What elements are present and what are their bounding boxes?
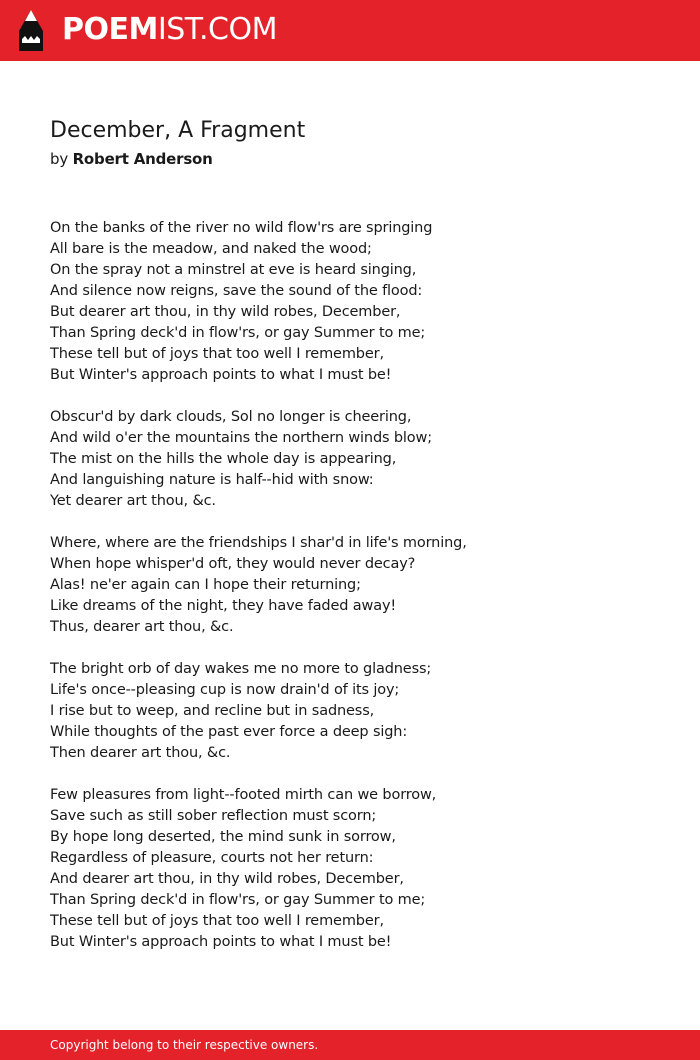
byline [50,148,213,170]
poem-line: The mist on the hills the whole day is appearing, [50,451,397,467]
poem-line: And silence now reigns, save the sound of the flood: [50,283,423,299]
poem-title: December, A Fragment [50,118,306,143]
poem-line: These tell but of joys that too well I remember, [50,913,384,929]
poem-line: Save such as still sober reflection must scorn; [50,808,377,824]
poem-line: While thoughts of the past ever force a deep sigh: [50,724,408,740]
by-label: by [50,150,68,168]
poem-line: Yet dearer art thou, &c. [50,493,216,509]
poem-line: On the banks of the river no wild flow'rs are springing [50,220,433,236]
poem-line: Alas! ne'er again can I hope their returning; [50,577,361,593]
brand-name-bold: POEM [62,12,158,47]
poem-line: Regardless of pleasure, courts not her return: [50,850,374,866]
poem-line: All bare is the meadow, and naked the wood; [50,241,372,257]
poem-body [50,218,670,974]
stanza [50,533,670,638]
poem-line: Than Spring deck'd in flow'rs, or gay Summer to me; [50,892,426,908]
poem-line: I rise but to weep, and recline but in sadness, [50,703,375,719]
author-name: Robert Anderson [72,150,213,168]
poem-line: But Winter's approach points to what I must be! [50,934,392,950]
poem-line: And languishing nature is half--hid with snow: [50,472,374,488]
poem-line: Life's once--pleasing cup is now drain'd of its joy; [50,682,400,698]
stanza [50,785,670,953]
pencil-tip-icon[interactable] [18,9,44,52]
copyright-notice: Copyright belong to their respective owners. [50,1038,319,1052]
poem-line: But dearer art thou, in thy wild robes, December, [50,304,401,320]
poem-line: Than Spring deck'd in flow'rs, or gay Summer to me; [50,325,426,341]
poem-line: Like dreams of the night, they have faded away! [50,598,397,614]
stanza [50,218,670,386]
poem-line: When hope whisper'd oft, they would never decay? [50,556,416,572]
poem-line: The bright orb of day wakes me no more to gladness; [50,661,432,677]
site-logo[interactable] [62,11,277,49]
poem-line: On the spray not a minstrel at eve is heard singing, [50,262,417,278]
poem-line: And wild o'er the mountains the northern winds blow; [50,430,432,446]
poem-line: Thus, dearer art thou, &c. [50,619,234,635]
poem-line: By hope long deserted, the mind sunk in sorrow, [50,829,396,845]
site-header [0,0,700,61]
poem-line: Few pleasures from light--footed mirth can we borrow, [50,787,437,803]
poem-line: Then dearer art thou, &c. [50,745,231,761]
poem-line: Obscur'd by dark clouds, Sol no longer is cheering, [50,409,412,425]
site-footer [0,1030,700,1060]
poem-line: And dearer art thou, in thy wild robes, December, [50,871,404,887]
stanza [50,659,670,764]
poem-line: Where, where are the friendships I shar'd in life's morning, [50,535,467,551]
poem-line: These tell but of joys that too well I remember, [50,346,384,362]
poem-line: But Winter's approach points to what I must be! [50,367,392,383]
brand-name-light: IST.COM [157,12,277,47]
stanza [50,407,670,512]
